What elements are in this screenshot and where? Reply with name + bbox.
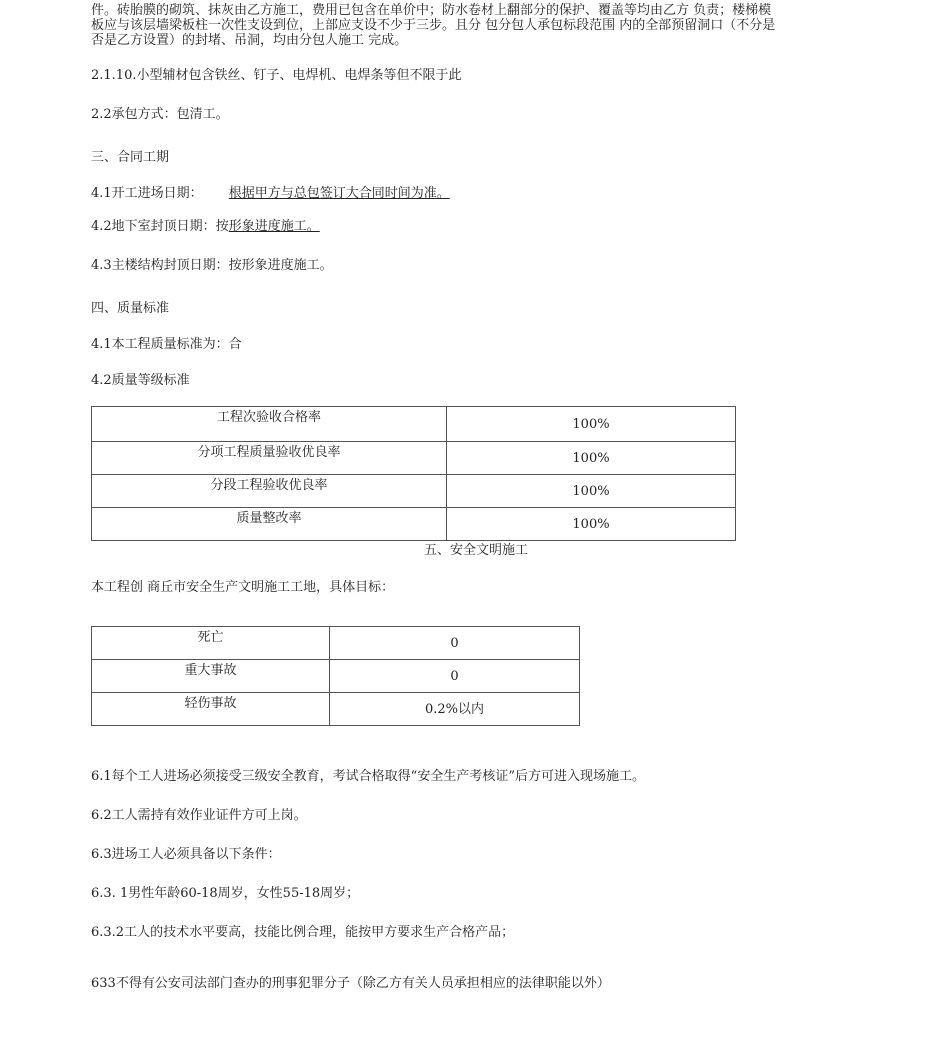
clause-2-1-10: 2.1.10.小型辅材包含铁丝、钉子、电焊机、电焊条等但不限于此: [91, 68, 462, 83]
quality-item: 分段工程验收优良率: [92, 475, 447, 508]
table-row: [92, 475, 736, 508]
safety-item: 死亡: [92, 627, 330, 660]
quality-4-1: 4.1本工程质量标准为：合: [91, 337, 242, 352]
quality-value: 100%: [447, 407, 736, 442]
intro-line-1: 件。砖胎膜的砌筑、抹灰由乙方施工，费用已包含在单价中；防水卷材上翻部分的保护、覆盖等均由乙方 负责；楼梯模: [91, 3, 772, 18]
clause-6-2: 6.2工人需持有效作业证件方可上岗。: [91, 808, 307, 823]
safety-value: 0.2%以内: [330, 693, 580, 726]
clause-4-2-value: 形象进度施工。: [228, 219, 320, 234]
safety-item: 重大事故: [92, 660, 330, 693]
table-row: [92, 627, 580, 660]
table-row: [92, 660, 580, 693]
safety-value: 0: [330, 660, 580, 693]
clause-2-2: 2.2承包方式：包清工。: [91, 107, 229, 122]
table-row: [92, 407, 736, 442]
intro-line-2: 板应与该层墙梁板柱一次性支设到位，上部应支设不少于三步。且分 包分包人承包标段范围 内的全部预留洞口（不分是: [91, 18, 776, 33]
quality-value: 100%: [447, 442, 736, 475]
clause-4-1: [91, 186, 450, 202]
clause-6-3-3: 633不得有公安司法部门查办的刑事犯罪分子（除乙方有关人员承担相应的法律职能以外）: [91, 976, 610, 991]
clause-4-2-label: 4.2地下室封顶日期：按: [91, 219, 229, 234]
intro-line-3: 否是乙方设置）的封堵、吊洞，均由分包人施工 完成。: [91, 33, 408, 48]
table-row: [92, 442, 736, 475]
quality-value: 100%: [447, 508, 736, 541]
quality-4-2: 4.2质量等级标准: [91, 373, 190, 388]
clause-6-1: 6.1每个工人进场必须接受三级安全教育，考试合格取得“安全生产考核证”后方可进入现场施工。: [91, 769, 645, 784]
intro-paragraph: [91, 3, 881, 48]
clause-6-3: 6.3进场工人必须具备以下条件：: [91, 847, 281, 862]
safety-intro: 本工程创 商丘市安全生产文明施工工地，具体目标：: [91, 580, 395, 595]
safety-item: 轻伤事故: [92, 693, 330, 726]
table-row: [92, 508, 736, 541]
section-3-heading: 三、合同工期: [91, 150, 170, 165]
clause-4-1-label: 4.1开工进场日期：: [91, 186, 203, 201]
quality-table: [91, 406, 736, 541]
safety-table: [91, 626, 580, 726]
clause-4-3: 4.3主楼结构封顶日期：按形象进度施工。: [91, 258, 333, 273]
section-4-heading: 四、质量标准: [91, 301, 170, 316]
quality-item: 工程次验收合格率: [92, 407, 447, 442]
quality-value: 100%: [447, 475, 736, 508]
quality-item: 质量整改率: [92, 508, 447, 541]
clause-4-2: [91, 219, 320, 235]
quality-item: 分项工程质量验收优良率: [92, 442, 447, 475]
safety-value: 0: [330, 627, 580, 660]
clause-6-3-1: 6.3. 1男性年龄60-18周岁，女性55-18周岁；: [91, 886, 360, 901]
table-row: [92, 693, 580, 726]
section-5-heading: 五、安全文明施工: [424, 543, 529, 558]
clause-6-3-2: 6.3.2工人的技术水平要高，技能比例合理，能按甲方要求生产合格产品；: [91, 925, 515, 940]
clause-4-1-value: 根据甲方与总包签订大合同时间为准。: [228, 186, 450, 201]
